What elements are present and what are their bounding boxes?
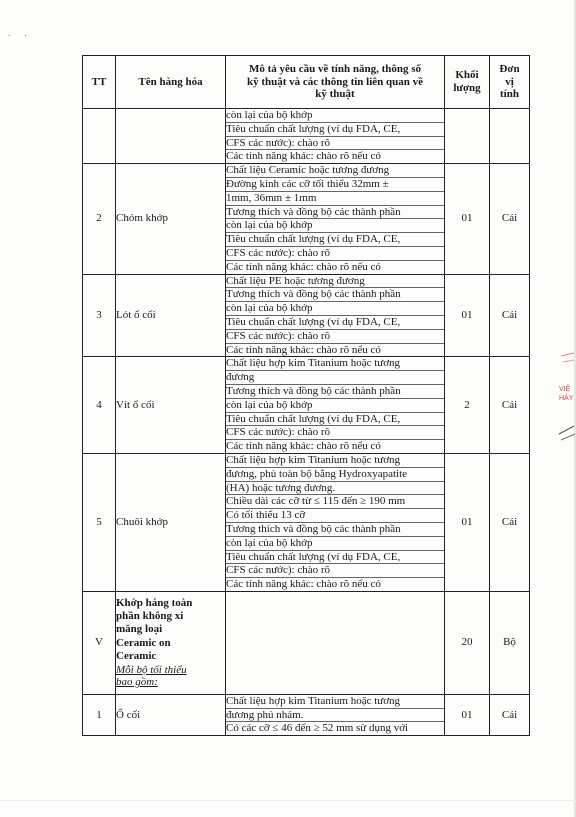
table-row	[83, 274, 530, 357]
description-line: Tiêu chuẩn chất lượng (ví dụ FDA, CE,	[226, 551, 444, 565]
description-line: Tương thích và đồng bộ các thành phần	[226, 385, 444, 399]
description-line: còn lại của bộ khớp	[226, 537, 444, 551]
description-line: Chất liệu PE hoặc tương đương	[226, 275, 444, 289]
description-cell	[226, 453, 445, 591]
item-name: Vít ổ cối	[116, 357, 226, 454]
group-number: V	[83, 591, 116, 694]
description-line: còn lại của bộ khớp	[226, 399, 444, 413]
table-row	[83, 164, 530, 274]
scan-marks: . .	[8, 28, 33, 38]
header-tt: TT	[83, 56, 116, 109]
description-line: Các tính năng khác: chào rõ nếu có	[226, 260, 381, 273]
description-line: Chiều dài các cỡ từ ≤ 115 đến ≥ 190 mm	[226, 495, 444, 509]
description-line: Tiêu chuẩn chất lượng (ví dụ FDA, CE,	[226, 413, 444, 427]
quantity	[445, 109, 490, 164]
description-line: đương, phủ toàn bộ bằng Hydroxyapatite	[226, 468, 444, 482]
table-row	[83, 357, 530, 454]
group-note-line: Mỗi bộ tối thiểu	[116, 663, 187, 676]
description-line: Các tính năng khác: chào rõ nếu có	[226, 343, 381, 356]
item-name: Ổ cối	[116, 694, 226, 735]
header-desc: Mô tả yêu cầu về tính năng, thông số kỹ thuật và các thông tin liên quan về kỹ thuật	[226, 56, 445, 109]
description-line: Tiêu chuẩn chất lượng (ví dụ FDA, CE,	[226, 316, 444, 330]
row-number: 2	[83, 164, 116, 274]
page-bottom-edge	[0, 800, 576, 801]
group-name-line: Ceramic	[116, 650, 157, 663]
unit: Cái	[490, 694, 530, 735]
quantity: 2	[445, 357, 490, 454]
group-quantity: 20	[445, 591, 490, 694]
description-line: CFS các nước): chào rõ	[226, 247, 444, 261]
description-line: đương phủ nhám.	[226, 709, 444, 723]
side-stamp	[557, 350, 576, 445]
unit: Cái	[490, 274, 530, 357]
description-line: Tiêu chuẩn chất lượng (ví dụ FDA, CE,	[226, 233, 444, 247]
quantity: 01	[445, 694, 490, 735]
quantity: 01	[445, 453, 490, 591]
header-qty: Khối lượng	[445, 56, 490, 109]
description-cell	[226, 274, 445, 357]
row-number: 5	[83, 453, 116, 591]
unit: Cái	[490, 453, 530, 591]
description-cell	[226, 694, 445, 735]
group-description	[226, 591, 445, 694]
description-line: đương	[226, 371, 444, 385]
description-line: Tương thích và đồng bộ các thành phần	[226, 206, 444, 220]
quantity: 01	[445, 164, 490, 274]
description-line: còn lại của bộ khớp	[226, 302, 444, 316]
header-name: Tên hàng hóa	[116, 56, 226, 109]
group-name-line: Ceramic on	[116, 636, 171, 649]
group-name-line: Khớp háng toàn	[116, 596, 193, 609]
row-number: 3	[83, 274, 116, 357]
table-row	[83, 694, 530, 735]
unit: Cái	[490, 164, 530, 274]
description-line: 1mm, 36mm ± 1mm	[226, 192, 444, 206]
description-cell	[226, 164, 445, 274]
specification-table	[82, 55, 530, 736]
description-cell	[226, 357, 445, 454]
unit: Cái	[490, 357, 530, 454]
description-line: Chất liệu hợp kim Titanium hoặc tương	[226, 357, 444, 371]
table-row	[83, 109, 530, 164]
item-name: Chuôi khớp	[116, 453, 226, 591]
description-line: Các tính năng khác: chào rõ nếu có	[226, 578, 381, 591]
description-line: Có các cỡ ≤ 46 đến ≥ 52 mm sử dụng với	[226, 722, 409, 735]
description-line: Tương thích và đồng bộ các thành phần	[226, 288, 444, 302]
description-line: Chất liệu Ceramic hoặc tương đương	[226, 164, 444, 178]
item-name	[116, 109, 226, 164]
description-line: CFS các nước): chào rõ	[226, 330, 444, 344]
description-line: CFS các nước): chào rõ	[226, 564, 444, 578]
description-cell	[226, 109, 445, 164]
row-number	[83, 109, 116, 164]
quantity: 01	[445, 274, 490, 357]
group-name-line: măng loại	[116, 623, 163, 636]
description-line: Chất liệu hợp kim Titanium hoặc tương	[226, 454, 444, 468]
description-line: Chất liệu hợp kim Titanium hoặc tương	[226, 695, 444, 709]
row-number: 4	[83, 357, 116, 454]
item-name: Chỏm khớp	[116, 164, 226, 274]
description-line: CFS các nước): chào rõ	[226, 137, 444, 151]
description-line: Tương thích và đồng bộ các thành phần	[226, 523, 444, 537]
description-line: còn lại của bộ khớp	[226, 219, 444, 233]
description-line: CFS các nước): chào rõ	[226, 426, 444, 440]
unit	[490, 109, 530, 164]
item-name: Lót ổ cối	[116, 274, 226, 357]
row-number: 1	[83, 694, 116, 735]
description-line: Tiêu chuẩn chất lượng (ví dụ FDA, CE,	[226, 123, 444, 137]
group-note-line: bao gồm:	[116, 676, 158, 689]
description-line: Đường kính các cỡ tối thiểu 32mm ±	[226, 178, 444, 192]
header-unit: Đơn vị tính	[490, 56, 530, 109]
group-name-cell	[116, 591, 226, 694]
description-line: còn lại của bộ khớp	[226, 109, 444, 123]
stamp-text-1: VIỆ	[559, 386, 571, 393]
table-row	[83, 453, 530, 591]
description-line: Các tính năng khác: chào rõ nếu có	[226, 150, 381, 163]
description-line: Có tối thiểu 13 cỡ	[226, 509, 444, 523]
group-unit: Bộ	[490, 591, 530, 694]
description-line: (HA) hoặc tương đương.	[226, 482, 444, 496]
group-name-line: phần không xi	[116, 609, 184, 622]
description-line: Các tính năng khác: chào rõ nếu có	[226, 440, 381, 453]
stamp-text-2: HÀY	[559, 395, 574, 402]
header-row	[83, 56, 530, 109]
group-row	[83, 591, 530, 694]
